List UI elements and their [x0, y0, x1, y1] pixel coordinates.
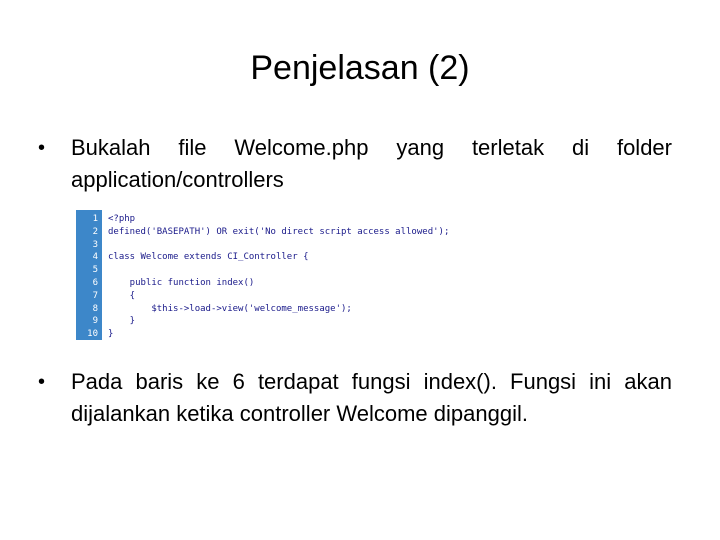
- code-line: [108, 264, 488, 277]
- bullet-text-1: Bukalah file Welcome.php yang terletak di folder application/controllers: [71, 135, 672, 192]
- code-line: defined('BASEPATH') OR exit('No direct script access allowed');: [108, 226, 450, 237]
- slide-title: Penjelasan (2): [250, 49, 470, 87]
- bullet-dot: •: [38, 371, 46, 393]
- line-number: 9: [92, 316, 98, 327]
- code-line: class Welcome extends CI_Controller {: [108, 252, 309, 263]
- line-number: 2: [92, 226, 98, 237]
- line-number: 3: [92, 239, 98, 250]
- line-number: 10: [87, 329, 98, 340]
- line-number: 5: [92, 265, 98, 276]
- code-line: <?php: [108, 214, 136, 224]
- code-screenshot: [76, 210, 488, 340]
- line-number: 7: [92, 290, 98, 301]
- bullet-text-2: Pada baris ke 6 terdapat fungsi index(). Fungsi ini akan dijalankan ketika controller Welcome dipanggil.: [71, 369, 672, 426]
- code-line: [108, 239, 488, 252]
- code-lines: [102, 210, 488, 340]
- bullet-item-2: [38, 366, 672, 430]
- bullet-dot: •: [38, 137, 46, 159]
- code-line: }: [108, 316, 136, 327]
- code-line: public function index(): [108, 277, 255, 288]
- code-line: $this->load->view('welcome_message');: [108, 303, 352, 314]
- code-line: {: [108, 290, 136, 301]
- line-number-gutter: [76, 210, 102, 340]
- line-number: 6: [92, 277, 98, 288]
- code-line: }: [108, 329, 114, 340]
- line-number: 8: [92, 303, 98, 314]
- line-number: 4: [92, 252, 98, 263]
- line-number: 1: [92, 214, 98, 224]
- bullet-item-1: [38, 132, 672, 196]
